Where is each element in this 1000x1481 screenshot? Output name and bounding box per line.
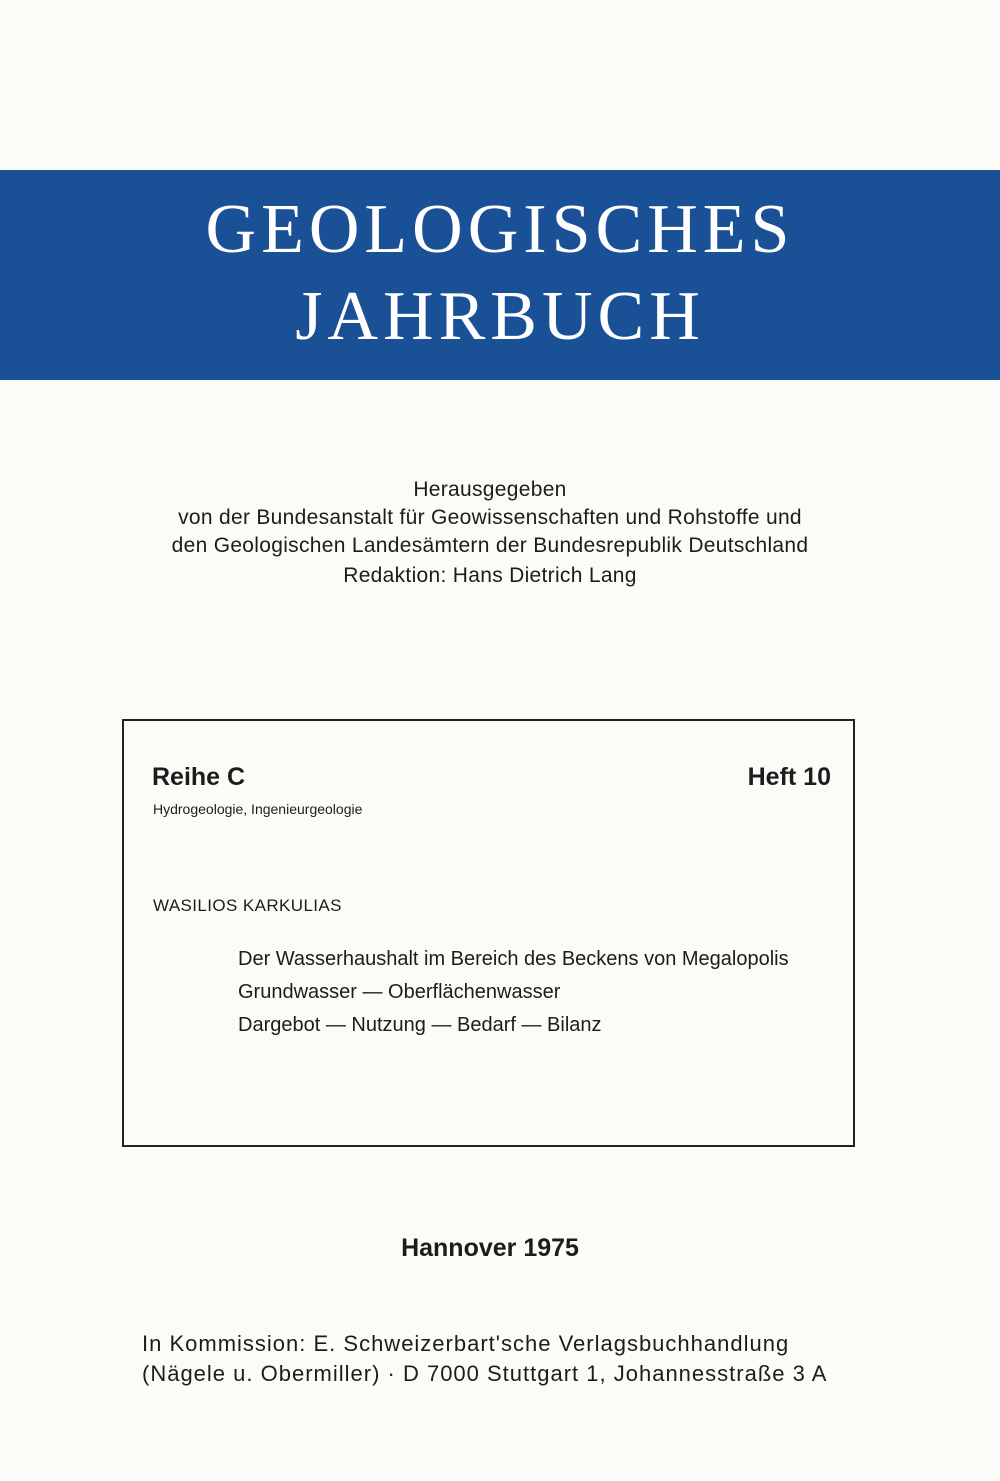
series-subtitle: Hydrogeologie, Ingenieurgeologie: [153, 801, 363, 817]
commission-line-publisher: In Kommission: E. Schweizerbart'sche Verlagsbuchhandlung: [142, 1331, 790, 1356]
publisher-line-surveys: den Geologischen Landesämtern der Bundesrepublik Deutschland: [171, 534, 809, 557]
journal-title-line1: GEOLOGISCHES: [205, 191, 795, 268]
work-title-line: Grundwasser — Oberflächenwasser: [238, 981, 561, 1003]
publisher-line-institute: von der Bundesanstalt für Geowissenschaften und Rohstoffe und: [178, 506, 802, 529]
editor-line: Redaktion: Hans Dietrich Lang: [343, 564, 637, 587]
series-label: Reihe C: [152, 763, 246, 791]
imprint-place-year: Hannover 1975: [401, 1234, 579, 1262]
journal-title-line2: JAHRBUCH: [295, 278, 705, 355]
author-name: WASILIOS KARKULIAS: [153, 896, 342, 915]
publisher-block: [0, 476, 980, 590]
work-title-line: Dargebot — Nutzung — Bedarf — Bilanz: [238, 1014, 602, 1036]
series-box: [122, 719, 855, 1147]
journal-banner: [0, 170, 1000, 380]
issue-label: Heft 10: [747, 763, 831, 791]
commission-block: [142, 1329, 827, 1389]
work-title-line: Der Wasserhaushalt im Bereich des Beckens von Megalopolis: [238, 948, 789, 970]
commission-line-address: (Nägele u. Obermiller) · D 7000 Stuttgart 1, Johannesstraße 3 A: [142, 1361, 828, 1386]
work-title: [238, 943, 789, 1042]
publisher-heading: Herausgegeben: [413, 478, 567, 501]
